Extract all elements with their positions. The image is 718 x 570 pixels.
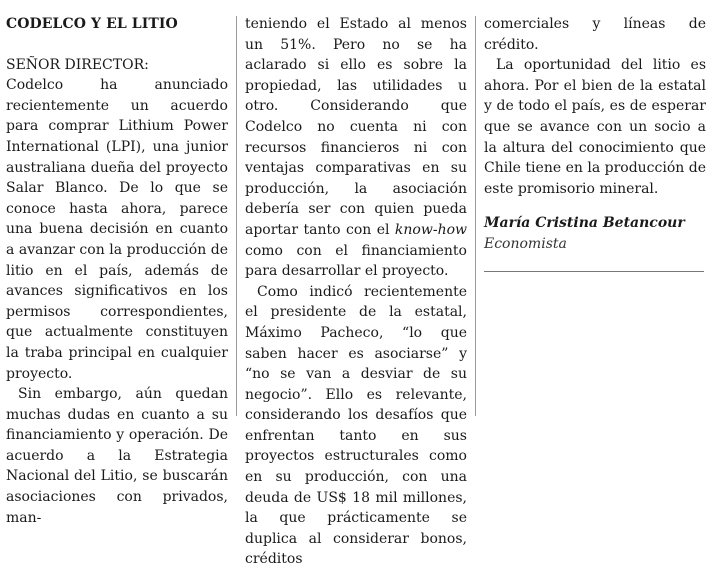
column-divider <box>475 16 476 416</box>
know-how-term: know-how <box>394 221 467 238</box>
column-2 <box>245 14 467 570</box>
paragraph-2-tail: como con el financiamiento para desarrollar el proyecto. <box>245 242 467 280</box>
column-divider <box>236 16 237 416</box>
signature-name: María Cristina Betancour <box>484 215 685 232</box>
column-3 <box>484 14 706 272</box>
paragraph-3-end: comerciales y líneas de crédito. <box>484 16 706 53</box>
signature-role: Economista <box>484 235 567 252</box>
letter-title: CODELCO Y EL LITIO <box>6 16 178 32</box>
paragraph-3-start: Como indicó recientemente el presidente de la estatal, Máximo Pacheco, “lo que saben hacer es asociarse” y “no se van a desviar de su negocio”. Ello es relevante, considerando los desafíos que enfrentan tanto en sus proyectos estructurales como en su producción, con una deuda de US$ 18 mil millones, la que prácticamente se duplica al considerar bonos, créditos <box>245 283 467 568</box>
salutation: SEÑOR DIRECTOR: <box>6 56 149 73</box>
paragraph-2-start: Sin embargo, aún quedan muchas dudas en cuanto a su financiamiento y operación. De acuerdo a la Estrategia Nacional del Litio, se buscarán asociaciones con privados, man- <box>6 386 228 526</box>
paragraph-4: La oportunidad del litio es ahora. Por el bien de la estatal y de todo el país, es de esperar que se avance con un socio a la altura del conocimiento que Chile tiene en la producción de este promisorio mineral. <box>484 57 706 197</box>
signature-rule <box>484 271 704 272</box>
paragraph-2-end: teniendo el Estado al menos un 51%. Pero no se ha aclarado si ello es sobre la propiedad, las utilidades u otro. Considerando que Codelco no cuenta ni con recursos financieros ni con ventajas comparativas en su producción, la asociación debería ser con quien pueda aportar tanto con el know-how como con el financiamiento para desarrollar el proyecto. <box>245 16 467 280</box>
paragraph-1: Codelco ha anunciado recientemente un acuerdo para comprar Lithium Power International (LPI), una junior australiana dueña del proyecto Salar Blanco. De lo que se conoce hasta ahora, parece una buena decisión en cuanto a avanzar con la producción de litio en el país, además de avances significativos en los permisos correspondientes, que actualmente constituyen la traba principal en cualquier proyecto. <box>6 77 228 382</box>
column-1 <box>6 14 228 528</box>
